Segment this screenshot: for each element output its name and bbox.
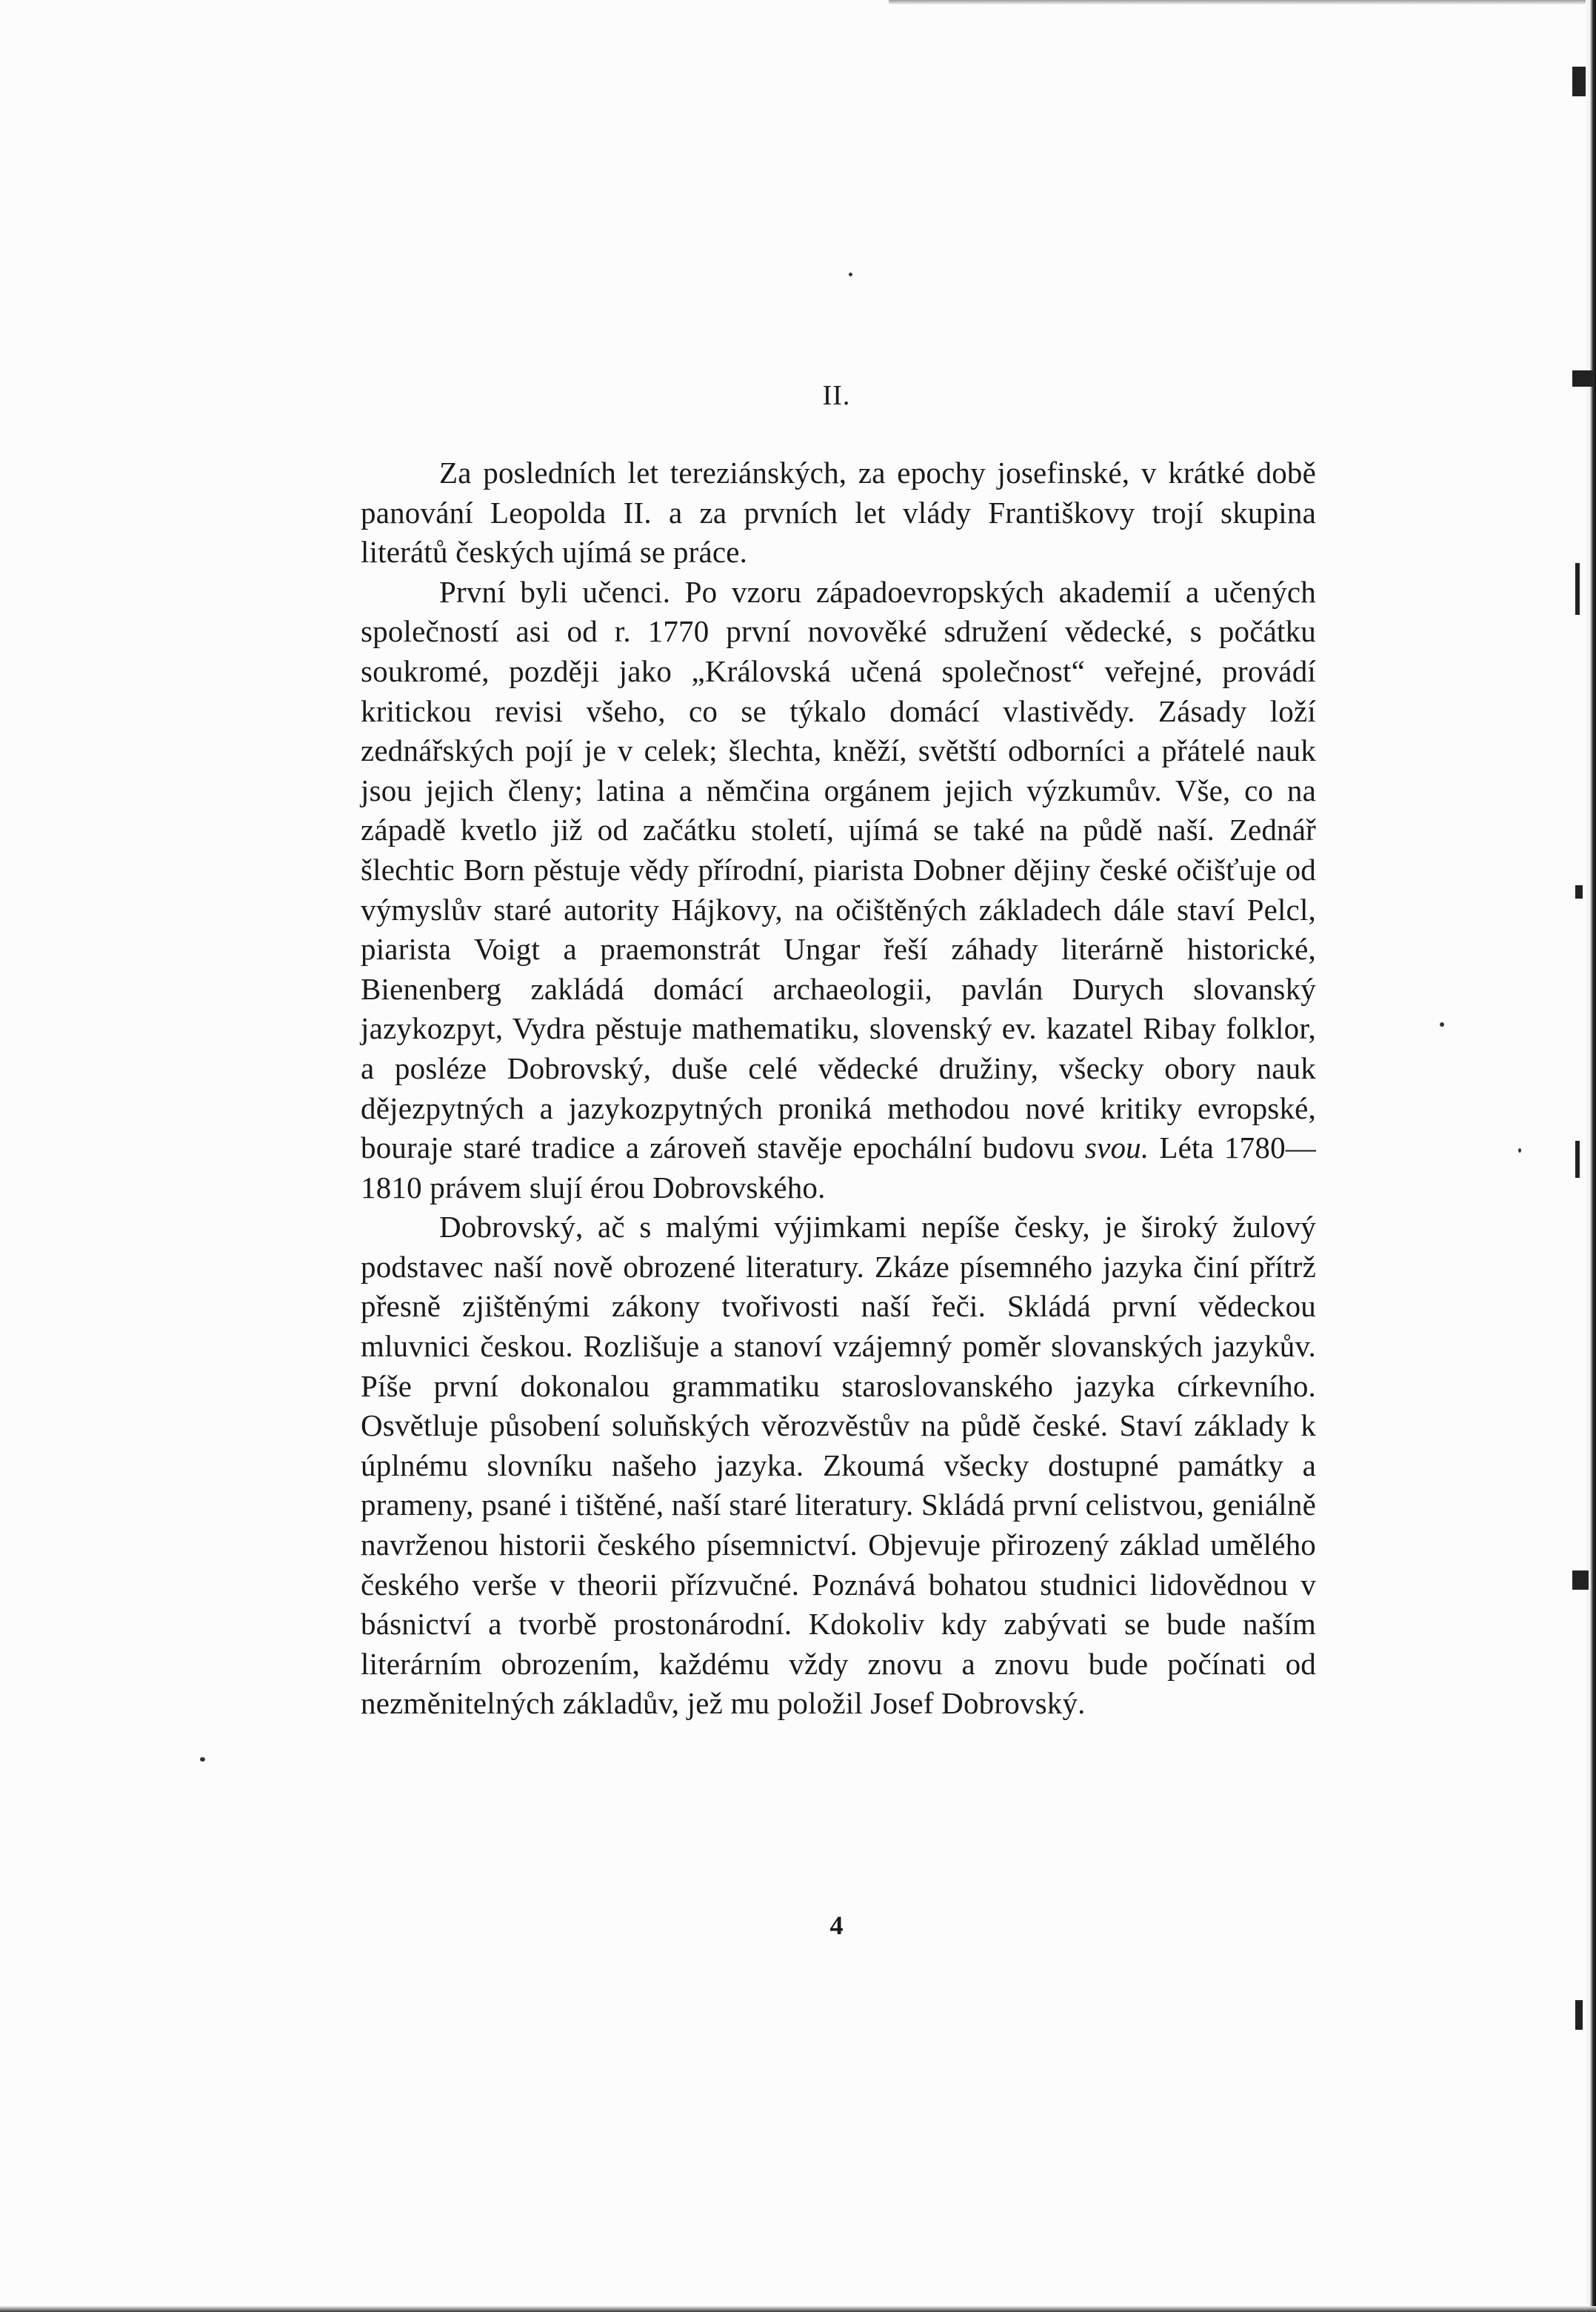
paragraph-2-text: První byli učenci. Po vzoru západoevropských akademií a učených společností asi od r. 1770 první novověké sdružení vědecké, s počátku soukromé, později jako „Královská učená společnost“ veřejné, provádí kritickou revisi všeho, co se týkalo domácí vlastivědy. Zásady loží zednářských pojí je v celek; šlechta, kněží, světští odborníci a přátelé nauk jsou jejich členy; latina a němčina orgánem jejich výzkumův. Vše, co na západě kvetlo již od začátku století, ujímá se také na půdě naší. Zednář šlechtic Born pěstuje vědy přírodní, piarista Dobner dějiny české očišťuje od výmyslův staré autority Hájkovy, na očištěných základech dále staví Pelcl, piarista Voigt a praemonstrát Ungar řeší záhady literárně historické, Bienenberg zakládá domácí archaeologii, pavlán Durych slovanský jazykozpyt, Vydra pěstuje mathematiku, slovenský ev. kazatel Ribay folklor, a posléze Dobrovský, duše celé vědecké družiny, všecky obory nauk dějezpytných a jazykozpytných proniká methodou nové kritiky evropské, bouraje staré tradice a zároveň stavěje epochální budovu xyxy=(361,574,1316,1165)
scan-edge-mark xyxy=(1572,67,1586,96)
scan-edge-mark xyxy=(1572,1570,1589,1590)
paragraph-2-text-end: Léta 1780—1810 právem slují érou Dobrovského. xyxy=(361,1130,1316,1205)
scan-edge-mark xyxy=(1575,2000,1583,2030)
paragraph-3: Dobrovský, ač s malými výjimkami nepíše česky, je široký žulový podstavec naší nově obrozené literatury. Zkáze písemného jazyka činí přítrž přesně zjištěnými zákony tvořivosti naší řeči. Skládá první vědeckou mluvnici českou. Rozlišuje a stanoví vzájemný poměr slovanských jazykův. Píše první dokonalou grammatiku staroslovanského jazyka církevního. Osvětluje působení soluňských věrozvěstův na půdě české. Staví základy k úplnému slovníku našeho jazyka. Zkoumá všecky dostupné památky a prameny, psané i tištěné, naší staré literatury. Skládá první celistvou, geniálně navrženou historii českého písemnictví. Objevuje přirozený základ umělého českého verše v theorii přízvučné. Poznává bohatou studnici lidovědnou v básnictví a tvorbě prostonárodní. Kdokoliv kdy zabývati se bude naším literárním obrozením, každému vždy znovu a znovu bude počínati od nezměnitelných základův, jež mu položil Josef Dobrovský. xyxy=(361,1210,1316,1721)
body-text xyxy=(361,453,1316,1724)
emphasized-word: svou. xyxy=(1084,1130,1149,1165)
scan-speck xyxy=(1518,1148,1521,1153)
page-number: 4 xyxy=(829,1910,844,1940)
scan-edge-right xyxy=(1586,0,1596,2312)
paragraph-2 xyxy=(361,573,1316,1208)
scan-edge-mark xyxy=(1575,563,1580,615)
scan-speck xyxy=(200,1757,205,1762)
paragraph-1: Za posledních let tereziánských, za epochy josefinské, v krátké době panování Leopolda II. a za prvních let vlády Františkovy trojí skupina literátů českých ujímá se práce. xyxy=(361,456,1316,570)
scan-speck xyxy=(849,273,852,276)
scan-speck xyxy=(1440,1022,1444,1027)
scan-edge-bottom xyxy=(0,2306,1596,2312)
chapter-heading: II. xyxy=(822,380,851,411)
scan-edge-mark xyxy=(1575,1141,1580,1178)
scan-edge-mark xyxy=(1575,885,1583,899)
scan-edge-top xyxy=(889,0,1596,4)
